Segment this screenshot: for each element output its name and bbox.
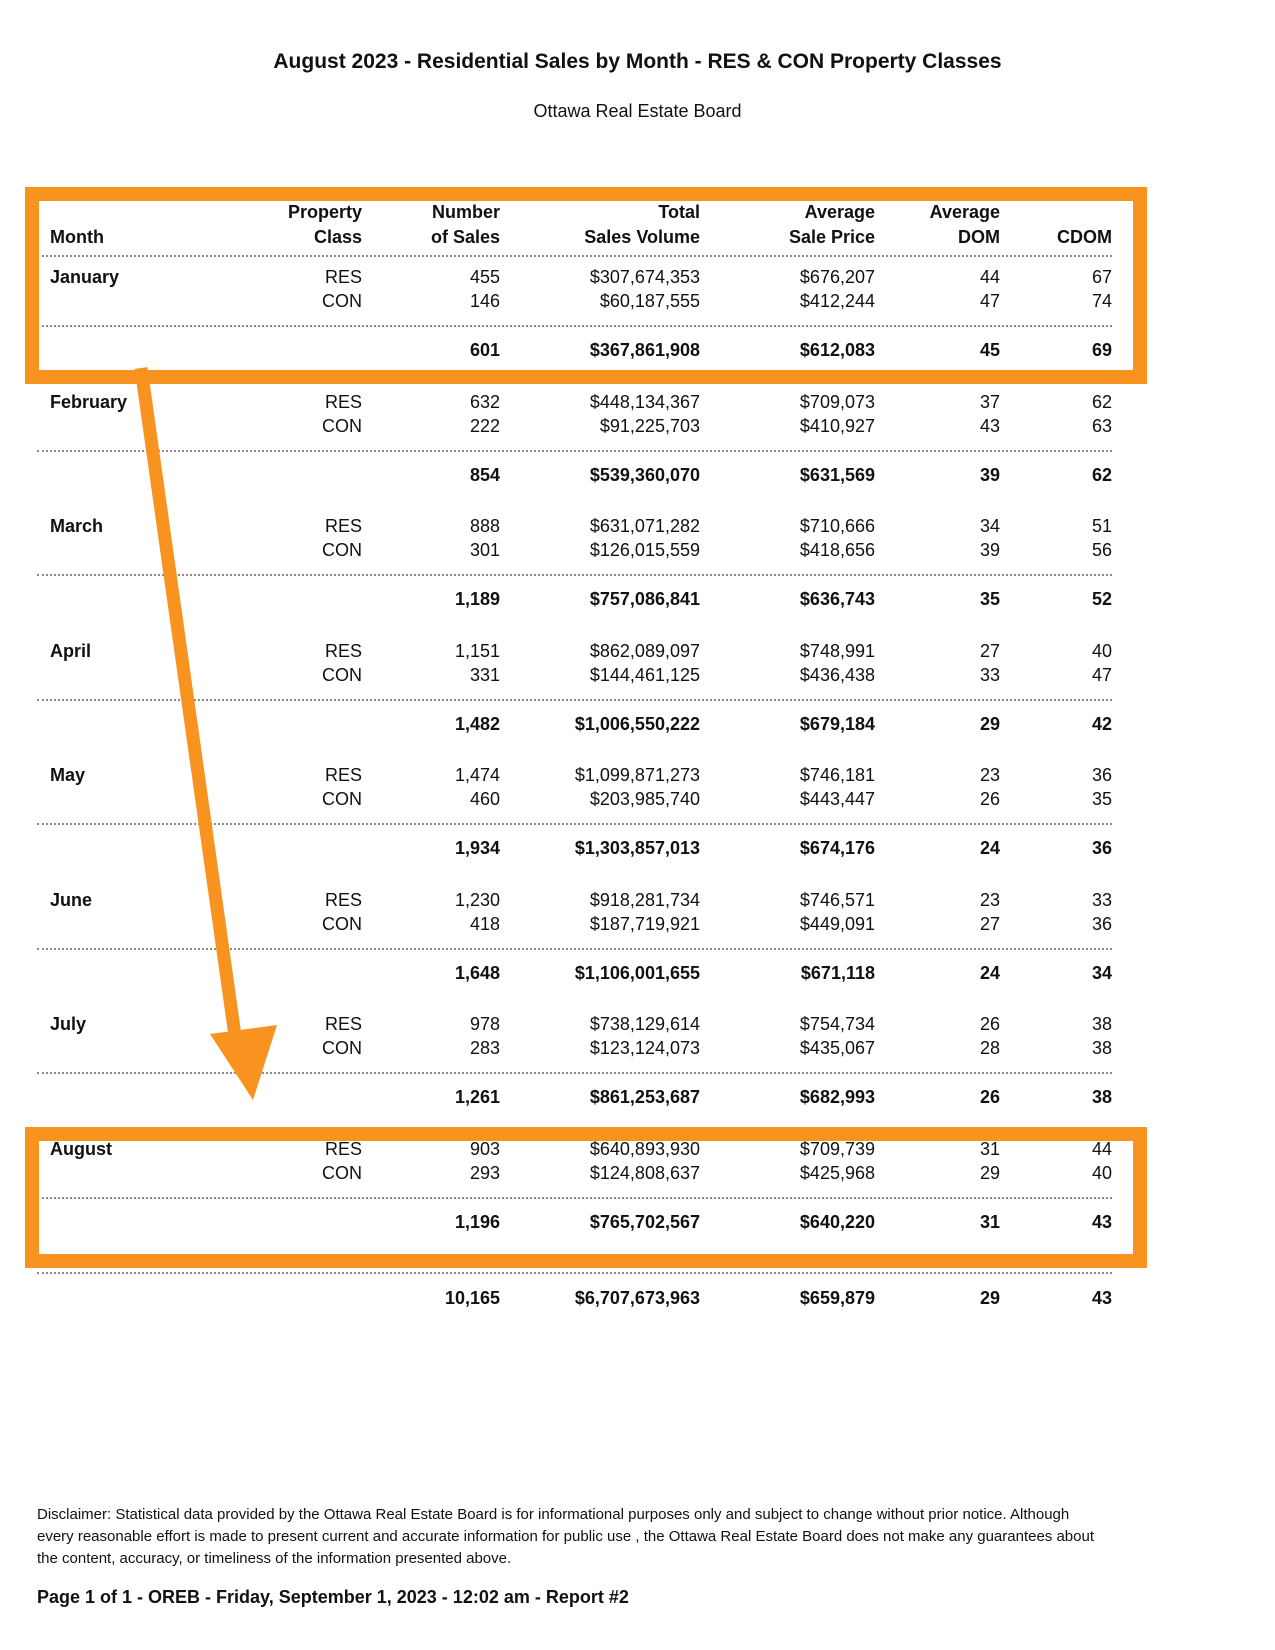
price-cell: $435,067 xyxy=(799,1038,875,1058)
price-cell: $443,447 xyxy=(799,789,875,809)
header-cdom: CDOM xyxy=(1057,227,1112,247)
month-total-dom: 24 xyxy=(979,963,1000,983)
month-total-price: $682,993 xyxy=(799,1087,875,1107)
volume-cell: $307,674,353 xyxy=(589,267,700,287)
sales-cell: 293 xyxy=(469,1163,500,1183)
price-cell: $746,181 xyxy=(799,765,875,785)
sales-cell: 888 xyxy=(469,516,500,536)
sales-cell: 903 xyxy=(469,1139,500,1159)
property-class-cell: RES xyxy=(324,890,362,910)
dom-cell: 44 xyxy=(979,267,1000,287)
price-cell: $709,073 xyxy=(799,392,875,412)
month-total-price: $631,569 xyxy=(799,465,875,485)
month-total-volume: $367,861,908 xyxy=(589,340,700,360)
cdom-cell: 38 xyxy=(1091,1038,1112,1058)
cdom-cell: 36 xyxy=(1091,765,1112,785)
month-total-volume: $861,253,687 xyxy=(589,1087,700,1107)
property-class-cell: RES xyxy=(324,765,362,785)
page-footer: Page 1 of 1 - OREB - Friday, September 1, 2023 - 12:02 am - Report #2 xyxy=(37,1587,629,1607)
sales-cell: 1,151 xyxy=(454,641,500,661)
volume-cell: $144,461,125 xyxy=(589,665,700,685)
cdom-cell: 38 xyxy=(1091,1014,1112,1034)
month-total-volume: $539,360,070 xyxy=(589,465,700,485)
dom-cell: 23 xyxy=(979,890,1000,910)
dom-cell: 43 xyxy=(979,416,1000,436)
month-total-dom: 31 xyxy=(979,1212,1000,1232)
dom-cell: 23 xyxy=(979,765,1000,785)
month-total-cdom: 52 xyxy=(1091,589,1112,609)
price-cell: $710,666 xyxy=(799,516,875,536)
dom-cell: 27 xyxy=(979,914,1000,934)
price-cell: $425,968 xyxy=(799,1163,875,1183)
cdom-cell: 67 xyxy=(1091,267,1112,287)
header-dom-line1: Average xyxy=(929,202,1000,222)
property-class-cell: RES xyxy=(324,516,362,536)
cdom-cell: 35 xyxy=(1091,789,1112,809)
dom-cell: 26 xyxy=(979,789,1000,809)
header-volume-line2: Sales Volume xyxy=(584,227,700,247)
volume-cell: $738,129,614 xyxy=(589,1014,700,1034)
property-class-cell: CON xyxy=(322,914,362,934)
property-class-cell: RES xyxy=(324,1014,362,1034)
volume-cell: $918,281,734 xyxy=(589,890,700,910)
property-class-cell: CON xyxy=(322,789,362,809)
month-total-dom: 24 xyxy=(979,838,1000,858)
dom-cell: 31 xyxy=(979,1139,1000,1159)
header-class-line1: Property xyxy=(287,202,362,222)
month-total-sales: 854 xyxy=(469,465,500,485)
volume-cell: $123,124,073 xyxy=(589,1038,700,1058)
month-total-sales: 1,189 xyxy=(454,589,500,609)
month-label: June xyxy=(50,890,93,910)
property-class-cell: CON xyxy=(322,1163,362,1183)
month-label: February xyxy=(50,392,128,412)
price-cell: $748,991 xyxy=(799,641,875,661)
month-total-dom: 39 xyxy=(979,465,1000,485)
cdom-cell: 47 xyxy=(1091,665,1112,685)
price-cell: $746,571 xyxy=(799,890,875,910)
sales-cell: 146 xyxy=(469,291,500,311)
volume-cell: $631,071,282 xyxy=(589,516,700,536)
month-label: March xyxy=(50,516,104,536)
dom-cell: 34 xyxy=(979,516,1000,536)
report-subtitle: Ottawa Real Estate Board xyxy=(533,101,742,121)
sales-cell: 455 xyxy=(469,267,500,287)
month-total-sales: 1,261 xyxy=(454,1087,500,1107)
property-class-cell: RES xyxy=(324,267,362,287)
month-total-sales: 1,196 xyxy=(454,1212,500,1232)
month-label: May xyxy=(50,765,86,785)
price-cell: $754,734 xyxy=(799,1014,875,1034)
volume-cell: $203,985,740 xyxy=(589,789,700,809)
sales-cell: 460 xyxy=(469,789,500,809)
cdom-cell: 44 xyxy=(1091,1139,1112,1159)
cdom-cell: 56 xyxy=(1091,540,1112,560)
highlight-box-january xyxy=(25,187,1147,384)
month-total-volume: $757,086,841 xyxy=(589,589,700,609)
sales-cell: 1,230 xyxy=(454,890,500,910)
month-total-dom: 35 xyxy=(979,589,1000,609)
volume-cell: $60,187,555 xyxy=(599,291,700,311)
month-total-price: $612,083 xyxy=(799,340,875,360)
dom-cell: 37 xyxy=(979,392,1000,412)
price-cell: $709,739 xyxy=(799,1139,875,1159)
month-total-cdom: 43 xyxy=(1091,1212,1112,1232)
sales-cell: 301 xyxy=(469,540,500,560)
month-total-cdom: 69 xyxy=(1091,340,1112,360)
property-class-cell: RES xyxy=(324,392,362,412)
highlight-box-august xyxy=(25,1127,1147,1268)
header-volume-line1: Total xyxy=(658,202,700,222)
month-total-volume: $1,303,857,013 xyxy=(574,838,700,858)
dom-cell: 47 xyxy=(979,291,1000,311)
cdom-cell: 62 xyxy=(1091,392,1112,412)
price-cell: $418,656 xyxy=(799,540,875,560)
price-cell: $410,927 xyxy=(799,416,875,436)
volume-cell: $124,808,637 xyxy=(589,1163,700,1183)
dom-cell: 39 xyxy=(979,540,1000,560)
property-class-cell: RES xyxy=(324,641,362,661)
property-class-cell: CON xyxy=(322,665,362,685)
month-total-sales: 1,482 xyxy=(454,714,500,734)
month-total-dom: 45 xyxy=(979,340,1000,360)
month-label: April xyxy=(50,641,92,661)
header-dom-line2: DOM xyxy=(958,227,1000,247)
report-title: August 2023 - Residential Sales by Month - RES & CON Property Classes xyxy=(273,50,1002,73)
month-total-dom: 29 xyxy=(979,714,1000,734)
property-class-cell: CON xyxy=(322,540,362,560)
month-total-sales: 601 xyxy=(469,340,500,360)
property-class-cell: CON xyxy=(322,291,362,311)
header-class-line2: Class xyxy=(313,227,362,247)
month-total-price: $674,176 xyxy=(799,838,875,858)
month-total-price: $640,220 xyxy=(799,1212,875,1232)
sales-cell: 1,474 xyxy=(454,765,500,785)
month-label: July xyxy=(50,1014,87,1034)
price-cell: $412,244 xyxy=(799,291,875,311)
sales-cell: 222 xyxy=(469,416,500,436)
volume-cell: $448,134,367 xyxy=(589,392,700,412)
dom-cell: 26 xyxy=(979,1014,1000,1034)
cdom-cell: 40 xyxy=(1091,641,1112,661)
month-total-volume: $765,702,567 xyxy=(589,1212,700,1232)
volume-cell: $91,225,703 xyxy=(599,416,700,436)
header-price-line2: Sale Price xyxy=(788,227,875,247)
disclaimer-text: Disclaimer: Statistical data provided by the Ottawa Real Estate Board is for informational purposes only and subject to change without prior notice. Although every reasonable effort is made to present current and accurate information for public use , the Ottawa Real Estate Board does not make any guarantees about the content, accuracy, or timeliness of the information presented above. xyxy=(37,1506,1095,1567)
month-total-price: $636,743 xyxy=(799,589,875,609)
month-total-cdom: 38 xyxy=(1091,1087,1112,1107)
month-total-price: $679,184 xyxy=(799,714,875,734)
month-total-dom: 26 xyxy=(979,1087,1000,1107)
property-class-cell: CON xyxy=(322,416,362,436)
month-total-price: $671,118 xyxy=(800,963,875,983)
month-total-sales: 1,934 xyxy=(454,838,500,858)
month-total-cdom: 62 xyxy=(1091,465,1112,485)
cdom-cell: 36 xyxy=(1091,914,1112,934)
price-cell: $449,091 xyxy=(799,914,875,934)
header-sales-line1: Number xyxy=(431,202,500,222)
month-total-cdom: 36 xyxy=(1091,838,1112,858)
month-total-sales: 1,648 xyxy=(454,963,500,983)
arrow-head-icon xyxy=(210,1025,277,1100)
price-cell: $676,207 xyxy=(799,267,875,287)
grand-total-sales: 10,165 xyxy=(444,1288,500,1308)
grand-total-price: $659,879 xyxy=(799,1288,875,1308)
month-total-cdom: 42 xyxy=(1091,714,1112,734)
sales-cell: 418 xyxy=(469,914,500,934)
sales-cell: 978 xyxy=(469,1014,500,1034)
arrow-shaft xyxy=(141,368,237,1050)
header-sales-line2: of Sales xyxy=(430,227,500,247)
grand-total-cdom: 43 xyxy=(1091,1288,1112,1308)
sales-cell: 283 xyxy=(469,1038,500,1058)
month-total-volume: $1,106,001,655 xyxy=(574,963,700,983)
dom-cell: 28 xyxy=(979,1038,1000,1058)
cdom-cell: 63 xyxy=(1091,416,1112,436)
cdom-cell: 51 xyxy=(1091,516,1112,536)
sales-cell: 331 xyxy=(469,665,500,685)
property-class-cell: CON xyxy=(322,1038,362,1058)
property-class-cell: RES xyxy=(324,1139,362,1159)
cdom-cell: 74 xyxy=(1091,291,1112,311)
volume-cell: $126,015,559 xyxy=(589,540,700,560)
dom-cell: 33 xyxy=(979,665,1000,685)
price-cell: $436,438 xyxy=(799,665,875,685)
month-total-cdom: 34 xyxy=(1091,963,1112,983)
dom-cell: 27 xyxy=(979,641,1000,661)
month-total-volume: $1,006,550,222 xyxy=(574,714,700,734)
volume-cell: $862,089,097 xyxy=(589,641,700,661)
dom-cell: 29 xyxy=(979,1163,1000,1183)
volume-cell: $1,099,871,273 xyxy=(574,765,700,785)
cdom-cell: 33 xyxy=(1091,890,1112,910)
grand-total-dom: 29 xyxy=(979,1288,1000,1308)
sales-cell: 632 xyxy=(469,392,500,412)
month-label: January xyxy=(50,267,120,287)
grand-total-volume: $6,707,673,963 xyxy=(574,1288,700,1308)
month-label: August xyxy=(50,1139,112,1159)
cdom-cell: 40 xyxy=(1091,1163,1112,1183)
volume-cell: $187,719,921 xyxy=(589,914,700,934)
header-price-line1: Average xyxy=(804,202,875,222)
header-month: Month xyxy=(50,227,104,247)
volume-cell: $640,893,930 xyxy=(589,1139,700,1159)
